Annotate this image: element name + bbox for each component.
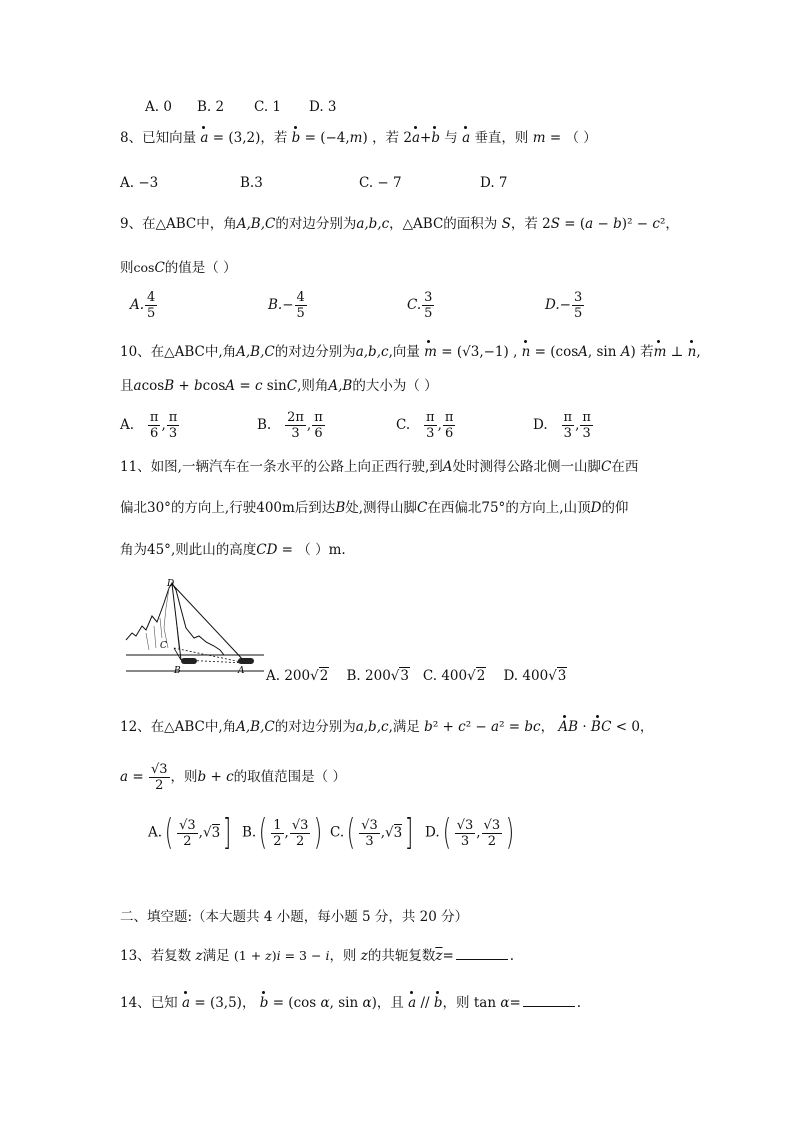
- question-11-line3: 角为45°,则此山的高度CD = （ ）m.: [120, 542, 346, 558]
- mountain-figure: [124, 578, 264, 680]
- question-12-line2: a = $\frac{√3}{2}$ ，则b + c的取值范围是（ ）: [120, 762, 346, 793]
- q7-option-b: B. 2: [197, 99, 225, 115]
- question-11-line2: 偏北30°的方向上,行驶400m后到达B处,测得山脚C在西偏北75°的方向上,山顶D的仰: [120, 500, 629, 516]
- q10-option-c: C. $\frac{\pi}{3}$ , $\frac{\pi}{6}$: [396, 410, 454, 441]
- fig-label-b: B: [174, 666, 181, 676]
- question-11: 11、如图,一辆汽车在一条水平的公路上向正西行驶,到A处时测得公路北侧一山脚C在西: [120, 459, 639, 475]
- q7-option-c: C. 1: [254, 99, 282, 115]
- q8-vec-a: a = (3,2): [200, 130, 261, 146]
- q9-option-d: D.− $\frac{3}{5}$: [545, 290, 583, 321]
- q8-vec-b: b = (−4,m): [291, 130, 368, 146]
- q12-option-a: A.( $\frac{√3}{2}$ ,√3]: [148, 812, 232, 853]
- q8-option-b: B.3: [240, 175, 263, 191]
- q12-option-d: D.( $\frac{√3}{3}$ , $\frac{√3}{2}$ ): [425, 812, 515, 853]
- question-12: 12、在△ABC中,角A,B,C的对边分别为a,b,c,满足 b² + c² − a² = bc， AB · BC < 0，: [120, 719, 654, 735]
- q9-option-c: C. $\frac{3}{5}$: [407, 290, 433, 321]
- q8-option-d: D. 7: [480, 175, 508, 191]
- q7-option-a: A. 0: [145, 99, 172, 115]
- q10-vec-m: m = (√3,−1): [424, 344, 509, 360]
- q8-option-c: C. − 7: [359, 175, 402, 191]
- q9-condition: 2S = (a − b)² − c²，: [542, 216, 679, 232]
- q9-option-b: B.− $\frac{4}{5}$: [268, 290, 305, 321]
- fig-label-c: C: [160, 641, 167, 651]
- question-10: 10、在△ABC中,角A,B,C的对边分别为a,b,c,向量 m = (√3,−1) , n = (cosA, sin A) 若m ⊥ n,: [120, 344, 701, 360]
- section-fill-in-heading: 二、填空题:（本大题共 4 小题，每小题 5 分，共 20 分）: [120, 909, 469, 925]
- question-14: 14、已知 a = (3,5)， b = (cos α, sin α)，且 a // b，则 tan α= .: [120, 995, 582, 1011]
- question-9: 9、在△ABC中，角A,B,C的对边分别为a,b,c，△ABC的面积为 S，若 2S = (a − b)² − c²，: [120, 216, 679, 232]
- q10-vec-n: n = (cosA, sin A): [521, 344, 636, 360]
- q10-option-b: B. $\frac{2\pi}{3}$ , $\frac{\pi}{6}$: [257, 410, 323, 441]
- question-13: 13、若复数 z满足 (1 + z)i = 3 − i，则 z的共轭复数$\overline{z}=$ .: [120, 948, 515, 964]
- q11-options: A. 200√2 B. 200√3 C. 400√2 D. 400√3: [266, 668, 567, 684]
- q8-expr: 2a+b: [403, 130, 440, 146]
- fig-label-a: A: [238, 666, 245, 676]
- q12-option-c: C.( $\frac{√3}{3}$ ,√3]: [330, 812, 414, 853]
- q12-option-b: B.( $\frac{1}{2}$ , $\frac{√3}{2}$ ): [242, 812, 323, 853]
- q14-answer-blank[interactable]: [523, 994, 575, 1007]
- q8-option-a: A. −3: [120, 175, 159, 191]
- q10-option-d: D. $\frac{\pi}{3}$ , $\frac{\pi}{3}$: [533, 410, 591, 441]
- question-10-line2: 且acosB + bcosA = c sinC,则角A,B的大小为（ ）: [120, 378, 438, 394]
- q7-option-d: D. 3: [309, 99, 337, 115]
- q13-answer-blank[interactable]: [456, 947, 508, 960]
- q9-option-a: A. $\frac{4}{5}$: [130, 290, 156, 321]
- question-8: 8、已知向量 a = (3,2)，若 b = (−4,m) ，若 2a+b 与 a 垂直，则 m = （ ）: [120, 130, 597, 146]
- q10-option-a: A. $\frac{\pi}{6}$ , $\frac{\pi}{3}$: [120, 410, 178, 441]
- fig-label-d: D: [167, 579, 175, 589]
- question-9-line2: 则cosC的值是（ ）: [120, 260, 237, 276]
